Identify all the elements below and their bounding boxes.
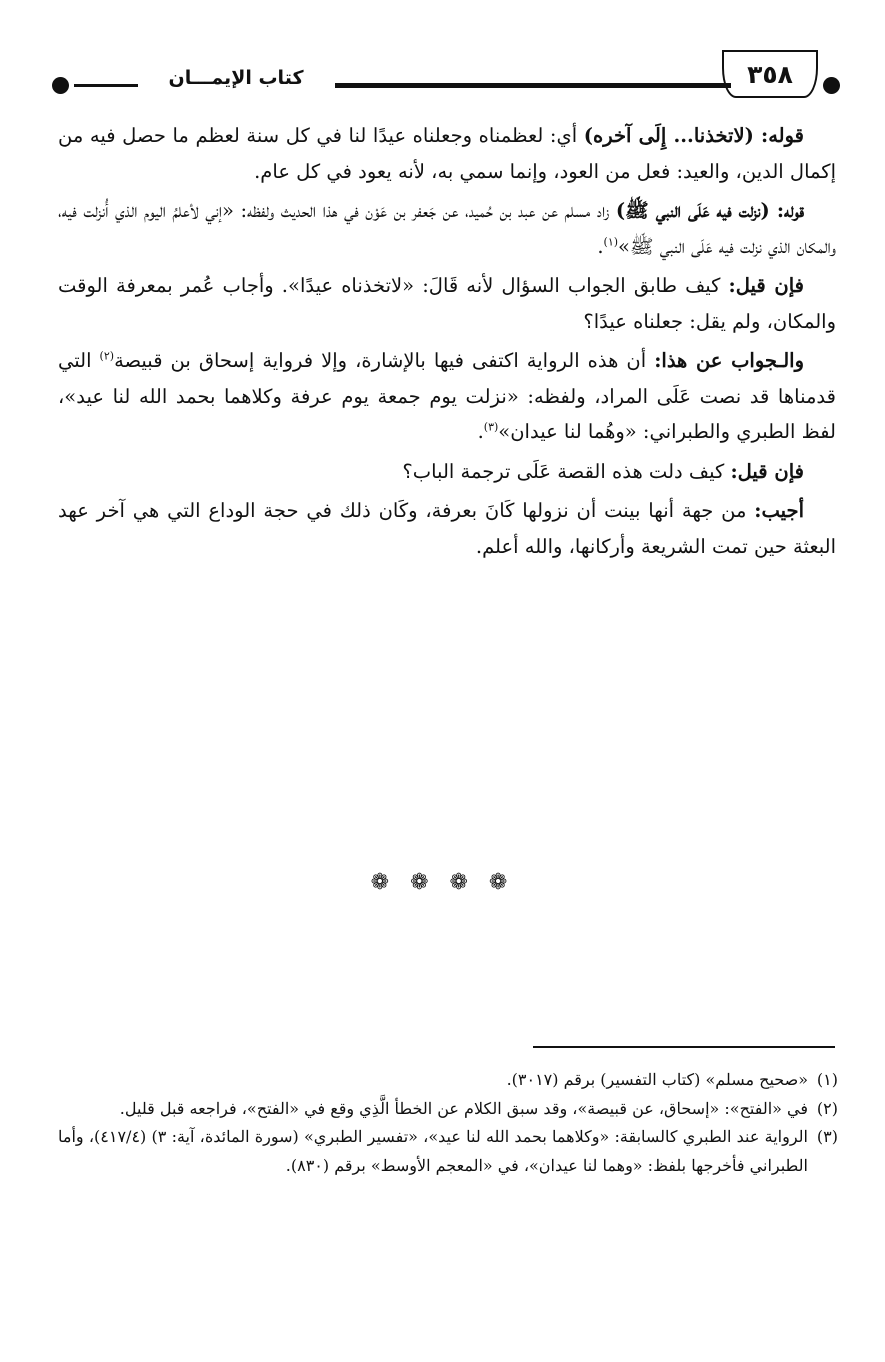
footnote-divider [533, 1046, 835, 1048]
header-ornament-dot-left [52, 77, 69, 94]
paragraph-text: من جهة أنها بينت أن نزولها كَانَ بعرفة، وكَان ذلك في حجة الوداع التي هي آخر عهد البعثة حين تمت الشريعة وأركانها، والله أعلم. [58, 499, 836, 558]
footnote [58, 1066, 838, 1095]
page-number-box [722, 50, 818, 98]
page-number: ٣٥٨ [747, 59, 793, 89]
paragraph-text: زاد مسلم عن عبد بن حُميد، عن جَعفر بن عَوْن في هذا الحديث ولفظه: «إني لأعلمُ اليوم الذي أُنزلت فيه، والمكان الذي نزلت فيه عَلَى النبي ﷺ» [58, 199, 836, 258]
paragraph-text: التي قدمناها قد نصت عَلَى المراد، ولفظه: «نزلت يوم جمعة يوم عرفة وكلاهما بحمد الله لنا عيد»، لفظ الطبري والطبراني: «وهُما لنا عيدان» [58, 349, 836, 443]
page-header [30, 50, 840, 100]
footnotes [58, 1066, 838, 1180]
paragraph [58, 343, 836, 450]
paragraph-lead: والـجواب عن هذا: [654, 349, 804, 372]
main-text [58, 118, 836, 568]
footnote [58, 1123, 838, 1180]
footnote-text: الرواية عند الطبري كالسابقة: «وكلاهما بحمد الله لنا عيد»، «تفسير الطبري» (سورة المائدة، آية: ٣) (٤١٧/٤)، وأما الطبراني فأخرجها بلفظ: «وهما لنا عيدان»، في «المعجم الأوسط» برقم (٨٣٠). [58, 1127, 808, 1175]
paragraph [58, 118, 836, 189]
footnote-text: في «الفتح»: «إسحاق، عن قبيصة»، وقد سبق الكلام عن الخطأ الَّذِي وقع في «الفتح»، فراجعه قبل قليل. [119, 1098, 808, 1118]
paragraph-text: . [477, 420, 484, 443]
footnote [58, 1095, 838, 1124]
paragraph-lead: فإن قيل: [728, 274, 804, 297]
paragraph-text: أي: لعظمناه وجعلناه عيدًا لنا في كل سنة لعظم ما حصل فيه من إكمال الدين، والعيد: فعل من العود، وإنما سمي به، لأنه يعود في كل عام. [58, 124, 836, 183]
footnote-ref[interactable]: (١) [603, 235, 619, 248]
paragraph [58, 268, 836, 339]
footnote-number: (٣) [816, 1127, 838, 1146]
paragraph [58, 454, 836, 490]
paragraph-lead: قوله: (نزلت فيه عَلَى النبي ﷺ) [615, 199, 804, 222]
footnote-number: (٢) [816, 1098, 838, 1118]
paragraph [58, 193, 836, 264]
header-ornament-dot-right [823, 77, 840, 94]
paragraph-lead: قوله: (لاتخذنا... إِلَى آخره) [583, 124, 804, 147]
paragraph-text: أن هذه الرواية اكتفى فيها بالإشارة، وإلا فرواية إسحاق بن قبيصة [114, 349, 655, 372]
footnote-ref[interactable]: (٢) [99, 349, 115, 363]
paragraph-lead: أجيب: [754, 499, 804, 522]
book-title: كتاب الإيمـــان [168, 67, 304, 89]
paragraph-text: كيف طابق الجواب السؤال لأنه قَالَ: «لاتخذناه عيدًا». وأجاب عُمر بمعرفة الوقت والمكان، ولم يقل: جعلناه عيدًا؟ [58, 274, 836, 333]
paragraph-lead: فإن قيل: [730, 459, 804, 483]
paragraph-text: كيف دلت هذه القصة عَلَى ترجمة الباب؟ [402, 459, 731, 483]
header-rule-thin [74, 84, 138, 87]
footnote-ref[interactable]: (٣) [483, 420, 499, 434]
footnote-number: (١) [816, 1070, 838, 1089]
paragraph-text: . [597, 234, 604, 258]
paragraph [58, 493, 836, 564]
header-rule-thick [335, 83, 731, 88]
footnote-text: «صحيح مسلم» (كتاب التفسير) برقم (٣٠١٧). [506, 1070, 808, 1089]
section-separator-ornament: ❁ ❁ ❁ ❁ [370, 870, 515, 895]
